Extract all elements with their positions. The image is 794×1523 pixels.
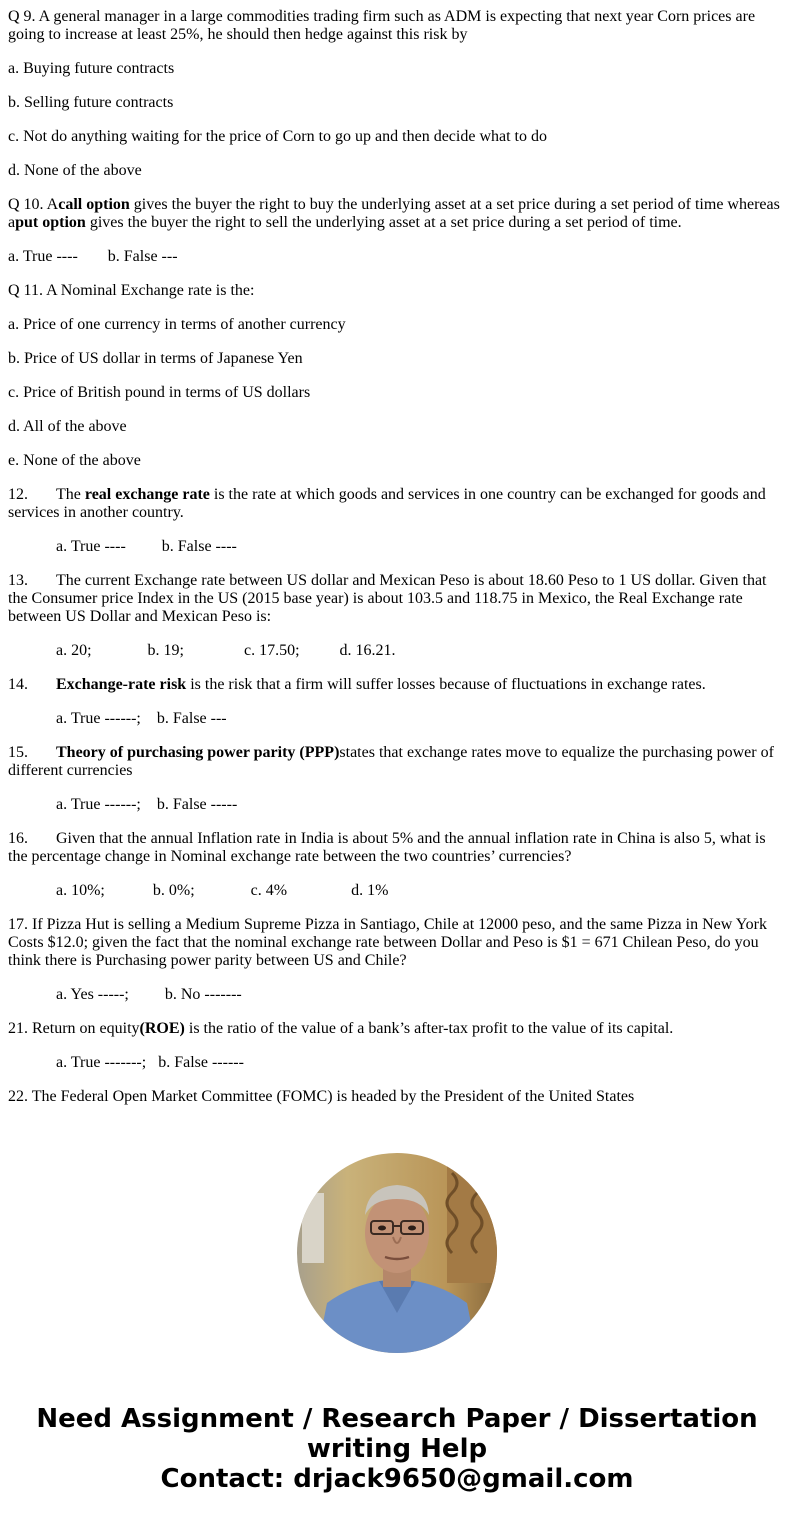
q9-option-c: c. Not do anything waiting for the price of Corn to go up and then decide what to do xyxy=(8,128,547,145)
portrait-image xyxy=(297,1153,497,1353)
q13-option-d: d. 16.21. xyxy=(339,642,396,659)
q15-number: 15. xyxy=(8,744,28,761)
q17-stem: 17. If Pizza Hut is selling a Medium Supreme Pizza in Santiago, Chile at 12000 peso, and the same Pizza in New York Costs $12.0; given the fact that the nominal exchange rate between Dollar and Peso is $1 = 671 Chilean Peso, do you think there is Purchasing power parity between US and Chile? xyxy=(8,916,767,969)
q10-mid: gives the buyer the right to buy the underlying asset at a set price during a set period of time whereas a xyxy=(8,196,780,231)
q12-stem xyxy=(8,486,786,522)
q13-options xyxy=(8,642,786,660)
q21-pre: 21. Return on equity xyxy=(8,1020,140,1037)
document-body xyxy=(8,8,786,1122)
q14-post: is the risk that a firm will suffer losses because of fluctuations in exchange rates. xyxy=(186,676,706,693)
q13-option-c: c. 17.50; xyxy=(244,642,300,659)
q13-stem xyxy=(8,572,786,626)
q17-option-b: b. No ------- xyxy=(164,986,242,1003)
q16-number: 16. xyxy=(8,830,28,847)
q16-text: Given that the annual Inflation rate in India is about 5% and the annual inflation rate in China is also 5, what is the percentage change in Nominal exchange rate between the two countries’ currencies? xyxy=(8,830,766,865)
q21-stem xyxy=(8,1020,786,1038)
q10-options xyxy=(8,248,786,266)
q16-option-a: a. 10%; xyxy=(56,882,105,899)
q14-term: Exchange-rate risk xyxy=(56,676,187,693)
help-heading: Need Assignment / Research Paper / Dissertation writing Help xyxy=(36,1404,758,1464)
q12-term: real exchange rate xyxy=(84,486,210,503)
q9-option-d: d. None of the above xyxy=(8,162,142,179)
q16-stem xyxy=(8,830,786,866)
q16-option-b: b. 0%; xyxy=(152,882,195,899)
q16-option-c: c. 4% xyxy=(250,882,288,899)
q11-option-b: b. Price of US dollar in terms of Japanese Yen xyxy=(8,350,303,367)
q22-stem: 22. The Federal Open Market Committee (FOMC) is headed by the President of the United States xyxy=(8,1088,635,1105)
q9-option-b: b. Selling future contracts xyxy=(8,94,174,111)
q10-option-a: a. True ---- xyxy=(8,248,78,265)
q21-option-b: b. False ------ xyxy=(158,1054,244,1071)
q12-options xyxy=(8,538,786,556)
q12-pre: The xyxy=(56,486,85,503)
q14-option-a: a. True ------; xyxy=(56,710,141,727)
q17-option-a: a. Yes -----; xyxy=(56,986,129,1003)
q11-option-e: e. None of the above xyxy=(8,452,141,469)
q15-option-a: a. True ------; xyxy=(56,796,141,813)
q14-options xyxy=(8,710,786,728)
q15-post: states that exchange rates move to equalize the purchasing power of different currencies xyxy=(8,744,774,779)
q12-post: is the rate at which goods and services in one country can be exchanged for goods and services in another country. xyxy=(8,486,766,521)
q13-number: 13. xyxy=(8,572,28,589)
q17-options xyxy=(8,986,786,1004)
q15-stem xyxy=(8,744,786,780)
q12-option-b: b. False ---- xyxy=(161,538,237,555)
q14-stem xyxy=(8,676,786,694)
q10-term-call: call option xyxy=(58,196,130,213)
q12-option-a: a. True ---- xyxy=(56,538,126,555)
author-photo xyxy=(297,1153,497,1353)
q10-option-b: b. False --- xyxy=(107,248,178,265)
q14-option-b: b. False --- xyxy=(156,710,227,727)
q14-number: 14. xyxy=(8,676,28,693)
q11-option-a: a. Price of one currency in terms of another currency xyxy=(8,316,346,333)
q9-stem: Q 9. A general manager in a large commodities trading firm such as ADM is expecting that next year Corn prices are going to increase at least 25%, he should then hedge against this risk by xyxy=(8,8,756,43)
q10-stem xyxy=(8,196,786,232)
q16-options xyxy=(8,882,786,900)
q9-option-a: a. Buying future contracts xyxy=(8,60,175,77)
q15-option-b: b. False ----- xyxy=(156,796,238,813)
q11-stem: Q 11. A Nominal Exchange rate is the: xyxy=(8,282,255,299)
q11-option-c: c. Price of British pound in terms of US dollars xyxy=(8,384,311,401)
q21-post: is the ratio of the value of a bank’s after-tax profit to the value of its capital. xyxy=(184,1020,674,1037)
q21-term: (ROE) xyxy=(139,1020,185,1037)
q16-option-d: d. 1% xyxy=(351,882,389,899)
q10-term-put: put option xyxy=(15,214,86,231)
q11-option-d: d. All of the above xyxy=(8,418,127,435)
q13-option-b: b. 19; xyxy=(147,642,184,659)
q10-suffix: gives the buyer the right to sell the underlying asset at a set price during a set period of time. xyxy=(85,214,682,231)
q21-option-a: a. True -------; xyxy=(56,1054,147,1071)
q12-number: 12. xyxy=(8,486,28,503)
q15-term: Theory of purchasing power parity (PPP) xyxy=(56,744,340,761)
q10-prefix: Q 10. A xyxy=(8,196,59,213)
contact-banner xyxy=(0,1404,794,1494)
q21-options xyxy=(8,1054,786,1072)
q13-option-a: a. 20; xyxy=(56,642,92,659)
q13-text: The current Exchange rate between US dollar and Mexican Peso is about 18.60 Peso to 1 US dollar. Given that the Consumer price Index in the US (2015 base year) is about 103.5 and 118.75 in Mexico, the Real Exchange rate between US Dollar and Mexican Peso is: xyxy=(8,572,767,625)
q15-options xyxy=(8,796,786,814)
contact-email[interactable]: Contact: drjack9650@gmail.com xyxy=(160,1464,634,1494)
